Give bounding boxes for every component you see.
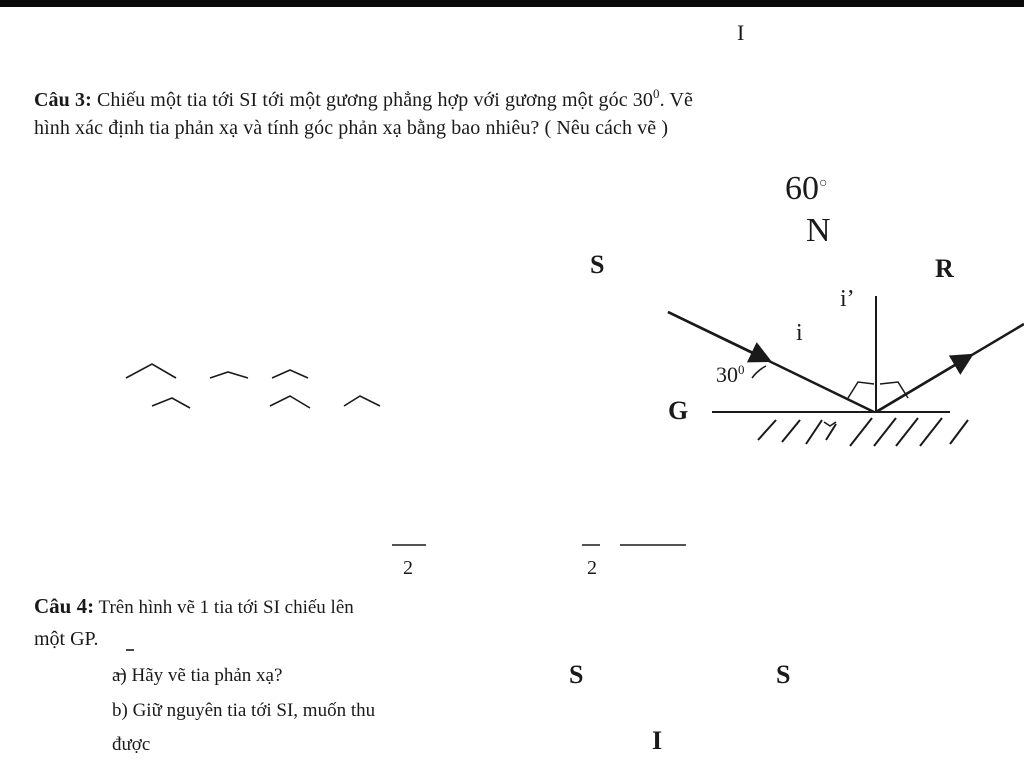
bottom-label-i: I (652, 726, 663, 755)
question4-text1: Trên hình vẽ 1 tia tới SI chiếu lên (98, 597, 354, 618)
question3-text1-end: . Vẽ (659, 89, 693, 111)
reflected-ray-label: R (935, 254, 954, 283)
mirror-angle-value: 30 (716, 362, 738, 387)
reflected-ray-arrow (876, 356, 970, 412)
question3-number: Câu 3: (34, 89, 92, 111)
chevron-marks (126, 364, 380, 408)
incident-ray-arrow (668, 312, 768, 360)
reflect-angle-label: i’ (840, 286, 855, 312)
mirror-angle-degree: 0 (738, 362, 745, 377)
question3-line2: hình xác định tia phản xạ và tính góc phản xạ bằng bao nhiêu? ( Nêu cách vẽ ) (34, 117, 669, 139)
fraction-denominator-1: 2 (403, 557, 413, 579)
question3-degree: 0 (653, 86, 660, 101)
question4-item-b-cont: được (112, 734, 151, 755)
question4-item-a: a) Hãy vẽ tia phản xạ? (112, 665, 283, 686)
question4-item-b: b) Giữ nguyên tia tới SI, muốn thu (112, 700, 376, 721)
incident-angle-label: i (796, 320, 803, 346)
mirror-angle-arc (752, 366, 766, 378)
mirror-hatching (758, 418, 968, 446)
bottom-label-s1: S (569, 660, 584, 689)
normal-label: N (806, 212, 831, 249)
right-angle-mark-left (848, 382, 874, 398)
question4-number: Câu 4: (34, 594, 95, 618)
degree-circle-icon: ○ (819, 176, 828, 191)
mirror-label: G (668, 396, 689, 425)
bottom-label-s2: S (776, 660, 791, 689)
fraction-denominator-2: 2 (587, 557, 597, 579)
angle-60-value: 60 (785, 170, 819, 207)
top-marker-label: I (737, 20, 745, 45)
question4-line2: một GP. (34, 628, 99, 650)
incident-source-label: S (590, 250, 605, 279)
question3-text1: Chiếu một tia tới SI tới một gương phẳng hợp với gương một góc 30 (96, 89, 653, 111)
